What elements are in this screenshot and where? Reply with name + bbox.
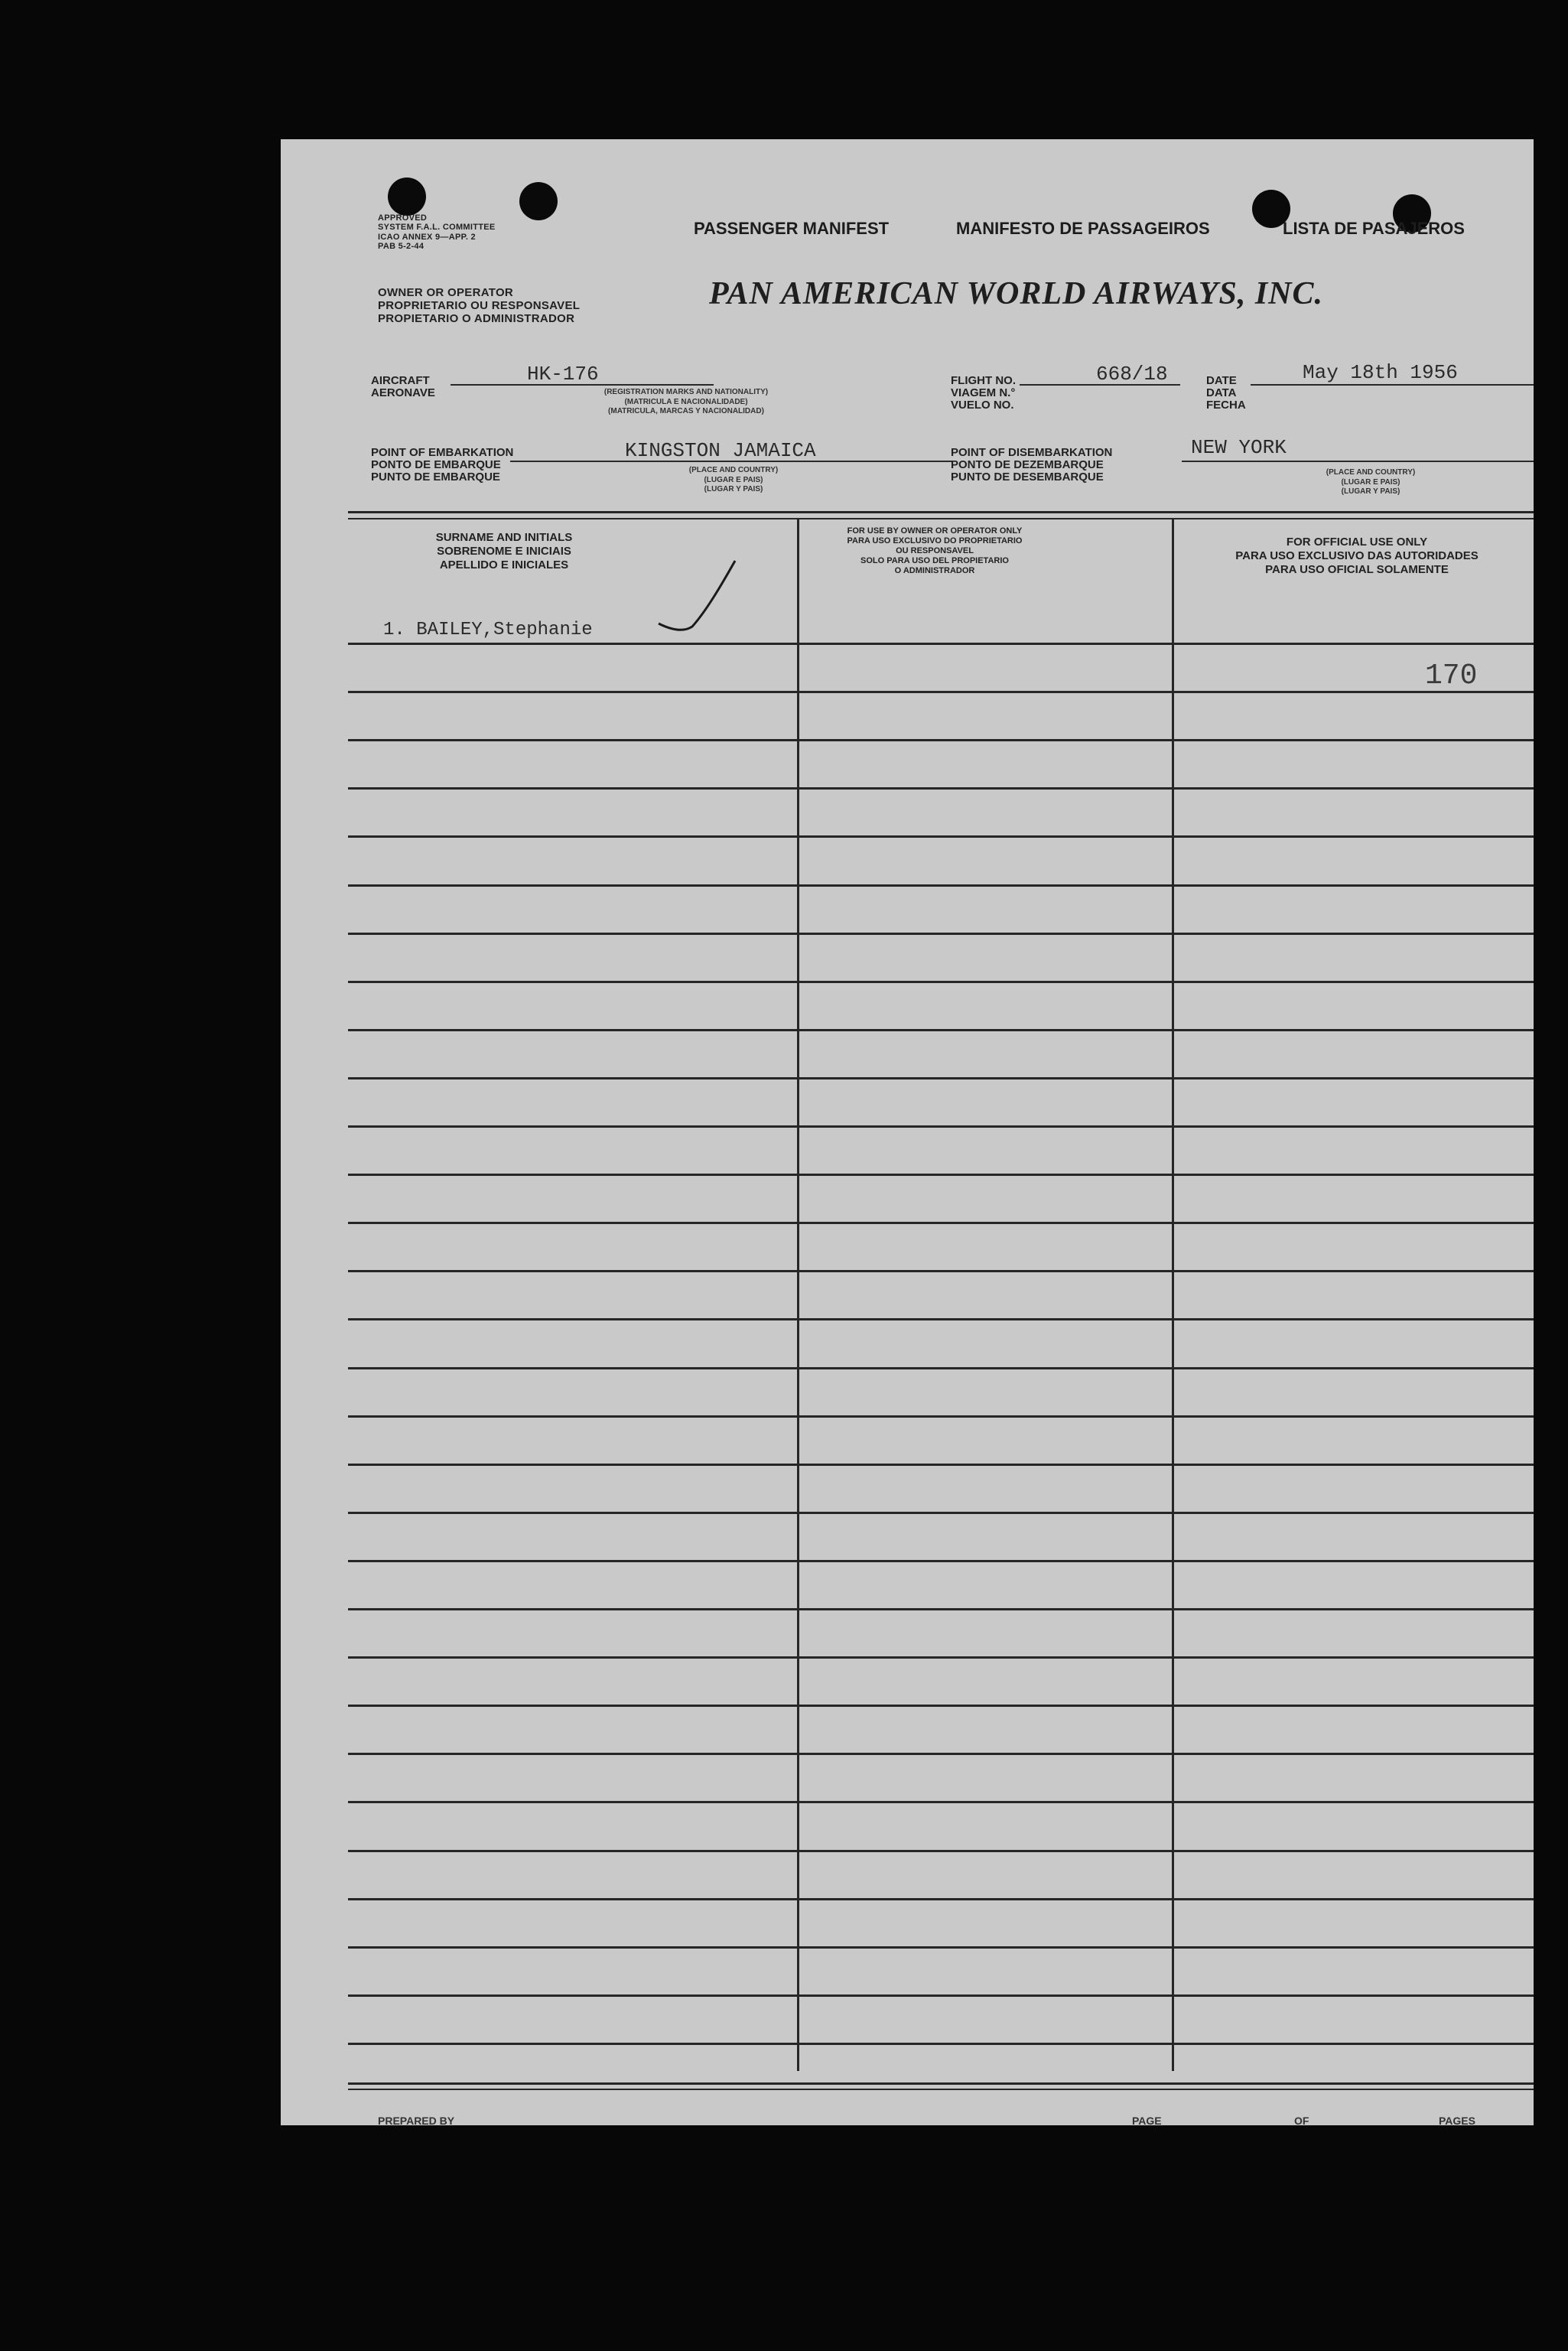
aircraft-label [371, 375, 435, 399]
embarkation-label-line: PUNTO DE EMBARQUE [371, 470, 500, 484]
official-stamp-number: 170 [1425, 659, 1478, 692]
punch-hole [519, 182, 558, 220]
table-row-line [348, 1850, 1534, 1852]
table-row-line [348, 1125, 1534, 1128]
column-header-line: PARA USO EXCLUSIVO DAS AUTORIDADES [1235, 549, 1479, 562]
table-row-line [348, 1994, 1534, 1997]
embarkation-note-line: (PLACE AND COUNTRY) [688, 466, 779, 474]
owner-label-line: OWNER OR OPERATOR [378, 286, 514, 299]
disembarkation-value: NEW YORK [1191, 436, 1287, 459]
table-row-line [348, 1029, 1534, 1031]
owner-label-line: PROPRIETARIO OU RESPONSAVEL [378, 298, 581, 312]
aircraft-note [541, 388, 831, 417]
footer-page: PAGE [1132, 2115, 1162, 2125]
aircraft-note-line: (REGISTRATION MARKS AND NATIONALITY) [603, 388, 769, 396]
column-header-line: SOBRENOME E INICIAIS [437, 545, 571, 558]
disembarkation-label-line: POINT OF DISEMBARKATION [951, 446, 1113, 459]
company-name: PAN AMERICAN WORLD AIRWAYS, INC. [709, 276, 1324, 311]
footer-rule [348, 2089, 1534, 2090]
column-header-line: FOR OFFICIAL USE ONLY [1286, 536, 1428, 549]
embarkation-label-line: PONTO DE EMBARQUE [371, 458, 501, 471]
table-row-line [348, 1560, 1534, 1562]
table-row-line [348, 1512, 1534, 1514]
column-header-operator [805, 526, 1065, 576]
date-label-line: DATA [1206, 386, 1237, 399]
column-header-line: SURNAME AND INITIALS [435, 531, 573, 544]
column-header-line: SOLO PARA USO DEL PROPIETARIO [860, 555, 1009, 565]
disembarkation-underline [1182, 461, 1534, 462]
table-row-line [348, 835, 1534, 838]
header-rule [348, 511, 1534, 513]
table-row-line [348, 1898, 1534, 1900]
approval-block [378, 213, 496, 251]
table-row-line [348, 1753, 1534, 1755]
disembarkation-note-line: (LUGAR E PAIS) [1341, 477, 1400, 487]
flight-label-line: VIAGEM N.° [951, 386, 1016, 399]
punch-hole [388, 177, 426, 216]
footer-prepared-by: PREPARED BY [378, 2115, 455, 2125]
table-row-line [348, 1608, 1534, 1610]
column-header-line: O ADMINISTRADOR [894, 565, 975, 575]
embarkation-note [657, 466, 810, 495]
table-row-line [348, 1222, 1534, 1224]
date-label-line: DATE [1206, 374, 1237, 387]
date-label [1206, 375, 1246, 411]
flight-value: 668/18 [1096, 363, 1168, 386]
aircraft-value: HK-176 [527, 363, 599, 386]
date-value: May 18th 1956 [1303, 361, 1458, 384]
flight-label [951, 375, 1016, 411]
table-row-line [348, 1464, 1534, 1466]
table-row-line [348, 884, 1534, 887]
embarkation-value: KINGSTON JAMAICA [625, 439, 816, 462]
approval-line: PAB 5-2-44 [378, 241, 425, 251]
footer-pages: PAGES [1439, 2115, 1475, 2125]
table-row-line [348, 1801, 1534, 1803]
aircraft-note-line: (MATRICULA E NACIONALIDADE) [624, 397, 748, 406]
table-row-line [348, 1656, 1534, 1659]
table-row-line [348, 1077, 1534, 1079]
approval-line: ICAO ANNEX 9—APP. 2 [378, 232, 476, 242]
table-row-line [348, 1270, 1534, 1272]
column-header-line: FOR USE BY OWNER OR OPERATOR ONLY [847, 526, 1023, 536]
disembarkation-note [1283, 468, 1459, 497]
column-header-surname [382, 531, 626, 572]
table-row-line [348, 981, 1534, 983]
disembarkation-label-line: PONTO DE DEZEMBARQUE [951, 458, 1104, 471]
title-spanish: LISTA DE PASAJEROS [1283, 219, 1465, 238]
footer-rule [348, 2082, 1534, 2085]
table-row-line [348, 691, 1534, 693]
table-row-line [348, 2043, 1534, 2045]
header-rule [348, 518, 1534, 519]
flight-label-line: FLIGHT NO. [951, 374, 1016, 387]
table-row-line [348, 1705, 1534, 1707]
embarkation-label-line: POINT OF EMBARKATION [371, 446, 514, 459]
check-mark [656, 556, 740, 642]
table-row-line [348, 739, 1534, 741]
date-label-line: FECHA [1206, 398, 1246, 412]
disembarkation-note-line: (LUGAR Y PAIS) [1341, 487, 1400, 496]
passenger-entry: 1. BAILEY,Stephanie [383, 620, 593, 640]
column-header-line: OU RESPONSAVEL [896, 545, 974, 555]
column-header-line: PARA USO OFICIAL SOLAMENTE [1265, 563, 1449, 576]
footer-of: OF [1294, 2115, 1309, 2125]
embarkation-note-line: (LUGAR E PAIS) [704, 475, 763, 484]
column-divider [797, 519, 799, 2071]
column-header-line: APELLIDO E INICIALES [439, 558, 569, 571]
title-english: PASSENGER MANIFEST [694, 219, 890, 238]
table-row-line [348, 787, 1534, 790]
owner-label [378, 287, 580, 325]
table-row-line [348, 1367, 1534, 1369]
approval-line: SYSTEM F.A.L. COMMITTEE [378, 223, 496, 233]
title-portuguese: MANIFESTO DE PASSAGEIROS [956, 219, 1210, 238]
table-row-line [348, 1946, 1534, 1949]
owner-label-line: PROPIETARIO O ADMINISTRADOR [378, 311, 575, 325]
aircraft-label-line: AIRCRAFT [371, 374, 430, 387]
approval-line: APPROVED [378, 213, 428, 223]
table-row-line [348, 1318, 1534, 1320]
table-row-line [348, 1415, 1534, 1418]
column-header-official [1177, 536, 1534, 577]
table-row-line [348, 643, 1534, 645]
date-underline [1251, 384, 1534, 386]
disembarkation-label [951, 447, 1112, 483]
flight-label-line: VUELO NO. [951, 398, 1014, 412]
disembarkation-label-line: PUNTO DE DESEMBARQUE [951, 470, 1104, 484]
aircraft-label-line: AERONAVE [371, 386, 435, 399]
column-header-line: PARA USO EXCLUSIVO DO PROPRIETARIO [847, 536, 1023, 545]
column-divider [1172, 519, 1174, 2071]
embarkation-note-line: (LUGAR Y PAIS) [704, 485, 763, 493]
table-row-line [348, 933, 1534, 935]
table-row-line [348, 1174, 1534, 1176]
disembarkation-note-line: (PLACE AND COUNTRY) [1326, 468, 1416, 477]
aircraft-note-line: (MATRICULA, MARCAS Y NACIONALIDAD) [608, 407, 764, 415]
manifest-paper [281, 139, 1534, 2125]
embarkation-label [371, 447, 513, 483]
